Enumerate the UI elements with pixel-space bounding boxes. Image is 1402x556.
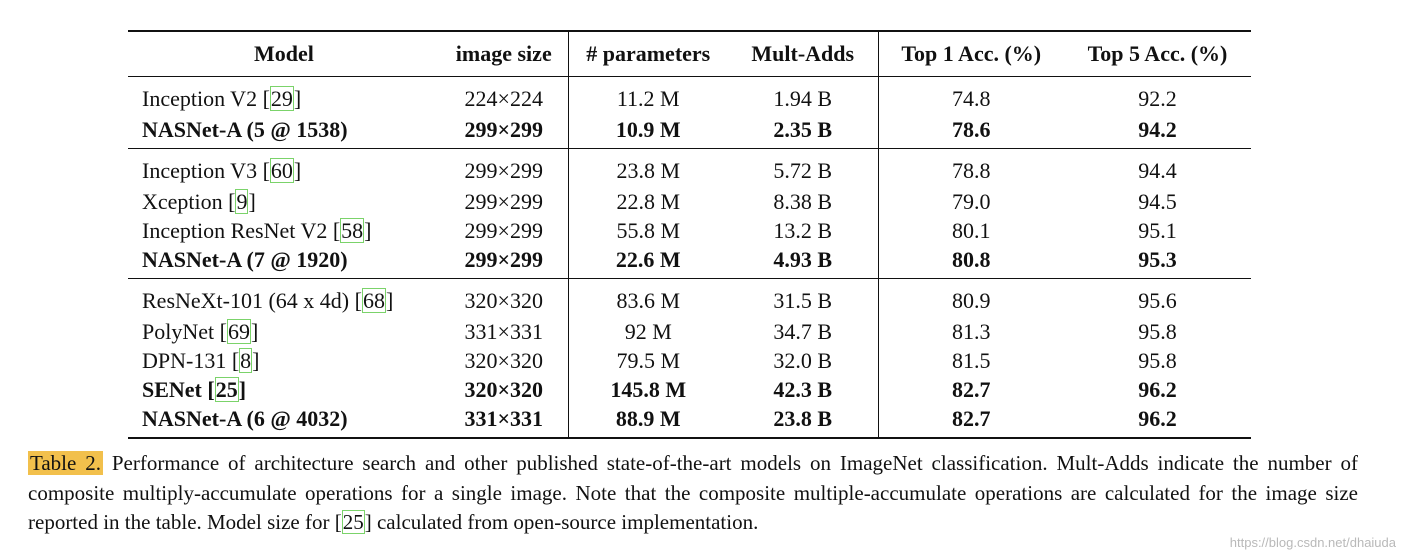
cell-top1: 81.5 (952, 347, 991, 373)
results-table-container (128, 30, 1251, 439)
cell-image-size: 320×320 (440, 279, 568, 318)
cell-top5: 95.6 (1138, 288, 1177, 313)
table-row (128, 317, 1251, 346)
citation-link[interactable]: 8 (240, 347, 252, 373)
model-name: NASNet-A (5 @ 1538) (142, 116, 348, 142)
cell-image-size: 299×299 (440, 245, 568, 279)
model-name: DPN-131 (142, 347, 227, 373)
cell-parameters: 10.9 M (615, 116, 681, 142)
table-group (128, 77, 1251, 149)
table-row (128, 346, 1251, 375)
cell-model: DPN-131 [8] (142, 347, 260, 373)
header-mult-adds: Mult-Adds (728, 31, 878, 77)
cell-image-size: 331×331 (440, 404, 568, 438)
citation-link[interactable]: 9 (236, 188, 248, 214)
table-row (128, 77, 1251, 116)
table-row (128, 187, 1251, 216)
model-name: PolyNet (142, 318, 215, 344)
header-top5: Top 5 Acc. (%) (1064, 31, 1251, 77)
cell-top5: 95.3 (1138, 246, 1177, 272)
cell-top1: 80.1 (952, 217, 991, 243)
cell-parameters: 22.8 M (616, 188, 681, 214)
table-group (128, 149, 1251, 279)
cell-parameters: 55.8 M (616, 217, 681, 243)
cell-top5: 96.2 (1138, 376, 1177, 402)
cell-model: Inception ResNet V2 [58] (142, 217, 372, 243)
model-name: Inception ResNet V2 (142, 217, 328, 243)
header-top1: Top 1 Acc. (%) (878, 31, 1064, 77)
watermark: https://blog.csdn.net/dhaiuda (1229, 535, 1396, 550)
cell-model: ResNeXt-101 (64 x 4d) [68] (142, 288, 394, 313)
cell-model (128, 245, 440, 279)
table-row (128, 279, 1251, 318)
cell-mult-adds: 32.0 B (728, 346, 878, 375)
cell-parameters: 83.6 M (616, 288, 681, 313)
cell-model: Xception [9] (142, 188, 256, 214)
model-name: SENet (142, 376, 202, 402)
cell-image-size: 224×224 (440, 77, 568, 116)
cell-model: Inception V3 [60] (142, 158, 302, 183)
model-name: Inception V2 (142, 86, 258, 111)
citation-link[interactable]: 60 (270, 158, 293, 183)
caption-citation-link[interactable]: 25 (342, 510, 364, 534)
cell-mult-adds: 23.8 B (728, 404, 878, 438)
cell-image-size: 299×299 (440, 187, 568, 216)
cell-mult-adds: 13.2 B (728, 216, 878, 245)
cell-parameters: 145.8 M (610, 376, 687, 402)
cell-parameters: 11.2 M (616, 86, 680, 111)
cell-image-size: 299×299 (440, 149, 568, 188)
citation-link[interactable]: 58 (341, 217, 364, 243)
cell-top5: 95.1 (1138, 217, 1177, 243)
cell-image-size: 320×320 (440, 346, 568, 375)
cell-parameters: 79.5 M (616, 347, 681, 373)
table-row (128, 216, 1251, 245)
cell-top1: 82.7 (952, 405, 991, 431)
model-name: Inception V3 (142, 158, 258, 183)
cell-top1: 78.6 (952, 116, 991, 142)
cell-parameters: 23.8 M (616, 158, 681, 183)
cell-mult-adds: 2.35 B (728, 115, 878, 149)
table-row (128, 404, 1251, 438)
cell-parameters: 92 M (624, 318, 672, 344)
citation-link[interactable]: 69 (227, 318, 250, 344)
table-row (128, 115, 1251, 149)
cell-top1: 79.0 (952, 188, 991, 214)
cell-mult-adds: 4.93 B (728, 245, 878, 279)
cell-top5: 94.2 (1138, 116, 1177, 142)
cell-parameters: 22.6 M (615, 246, 681, 272)
results-table (128, 30, 1251, 439)
cell-image-size: 320×320 (440, 375, 568, 404)
table-row (128, 245, 1251, 279)
model-name: NASNet-A (6 @ 4032) (142, 405, 348, 431)
cell-image-size: 299×299 (440, 115, 568, 149)
cell-top5: 96.2 (1138, 405, 1177, 431)
table-row (128, 375, 1251, 404)
cell-top5: 94.5 (1138, 188, 1177, 214)
cell-top1: 80.9 (952, 288, 991, 313)
cell-top5: 92.2 (1138, 86, 1177, 111)
cell-top5: 95.8 (1138, 347, 1177, 373)
caption-text: Performance of architecture search and other published state-of-the-art models on ImageNet classification. Mult-Adds indicate the number of composite multiply-accumulate operations for a single image. Note that the composite multiple-accumulate operations are calculated for the image size reported in the table. Model size for (28, 451, 1358, 534)
table-caption: Table 2. Performance of architecture search and other published state-of-the-art models on ImageNet classification. Mult-Adds indicate the number of composite multiply-accumulate operations for a single image. Note that the composite multiple-accumulate operations are calculated for the image size reported in the table. Model size for [25] calculated from open-source implementation. (28, 451, 1358, 534)
header-image-size: image size (440, 31, 568, 77)
cell-model: Inception V2 [29] (142, 86, 302, 111)
cell-top1: 78.8 (952, 158, 991, 183)
cell-model (128, 404, 440, 438)
cell-top1: 81.3 (952, 318, 991, 344)
cell-model (128, 115, 440, 149)
citation-link[interactable]: 25 (215, 376, 238, 402)
cell-model: SENet [25] (142, 376, 247, 402)
cell-top1: 74.8 (952, 86, 991, 111)
table-group (128, 279, 1251, 439)
cell-top5: 94.4 (1138, 158, 1177, 183)
cell-top5: 95.8 (1138, 318, 1177, 344)
cell-top1: 80.8 (952, 246, 991, 272)
table-header (128, 31, 1251, 77)
cell-image-size: 299×299 (440, 216, 568, 245)
model-name: Xception (142, 188, 223, 214)
cell-image-size: 331×331 (440, 317, 568, 346)
citation-link[interactable]: 68 (362, 288, 385, 313)
cell-mult-adds: 42.3 B (728, 375, 878, 404)
model-name: ResNeXt-101 (64 x 4d) (142, 288, 350, 313)
cell-mult-adds: 31.5 B (728, 279, 878, 318)
cell-mult-adds: 8.38 B (728, 187, 878, 216)
header-parameters: # parameters (568, 31, 728, 77)
cell-mult-adds: 34.7 B (728, 317, 878, 346)
header-model: Model (128, 31, 440, 77)
model-name: NASNet-A (7 @ 1920) (142, 246, 348, 272)
cell-parameters: 88.9 M (615, 405, 681, 431)
cell-mult-adds: 1.94 B (728, 77, 878, 116)
cell-top1: 82.7 (952, 376, 991, 402)
cell-model: PolyNet [69] (142, 318, 259, 344)
citation-link[interactable]: 29 (270, 86, 293, 111)
caption-label: Table 2. (30, 451, 101, 475)
caption-text-end: calculated from open-source implementation. (371, 510, 759, 534)
table-row (128, 149, 1251, 188)
cell-mult-adds: 5.72 B (728, 149, 878, 188)
